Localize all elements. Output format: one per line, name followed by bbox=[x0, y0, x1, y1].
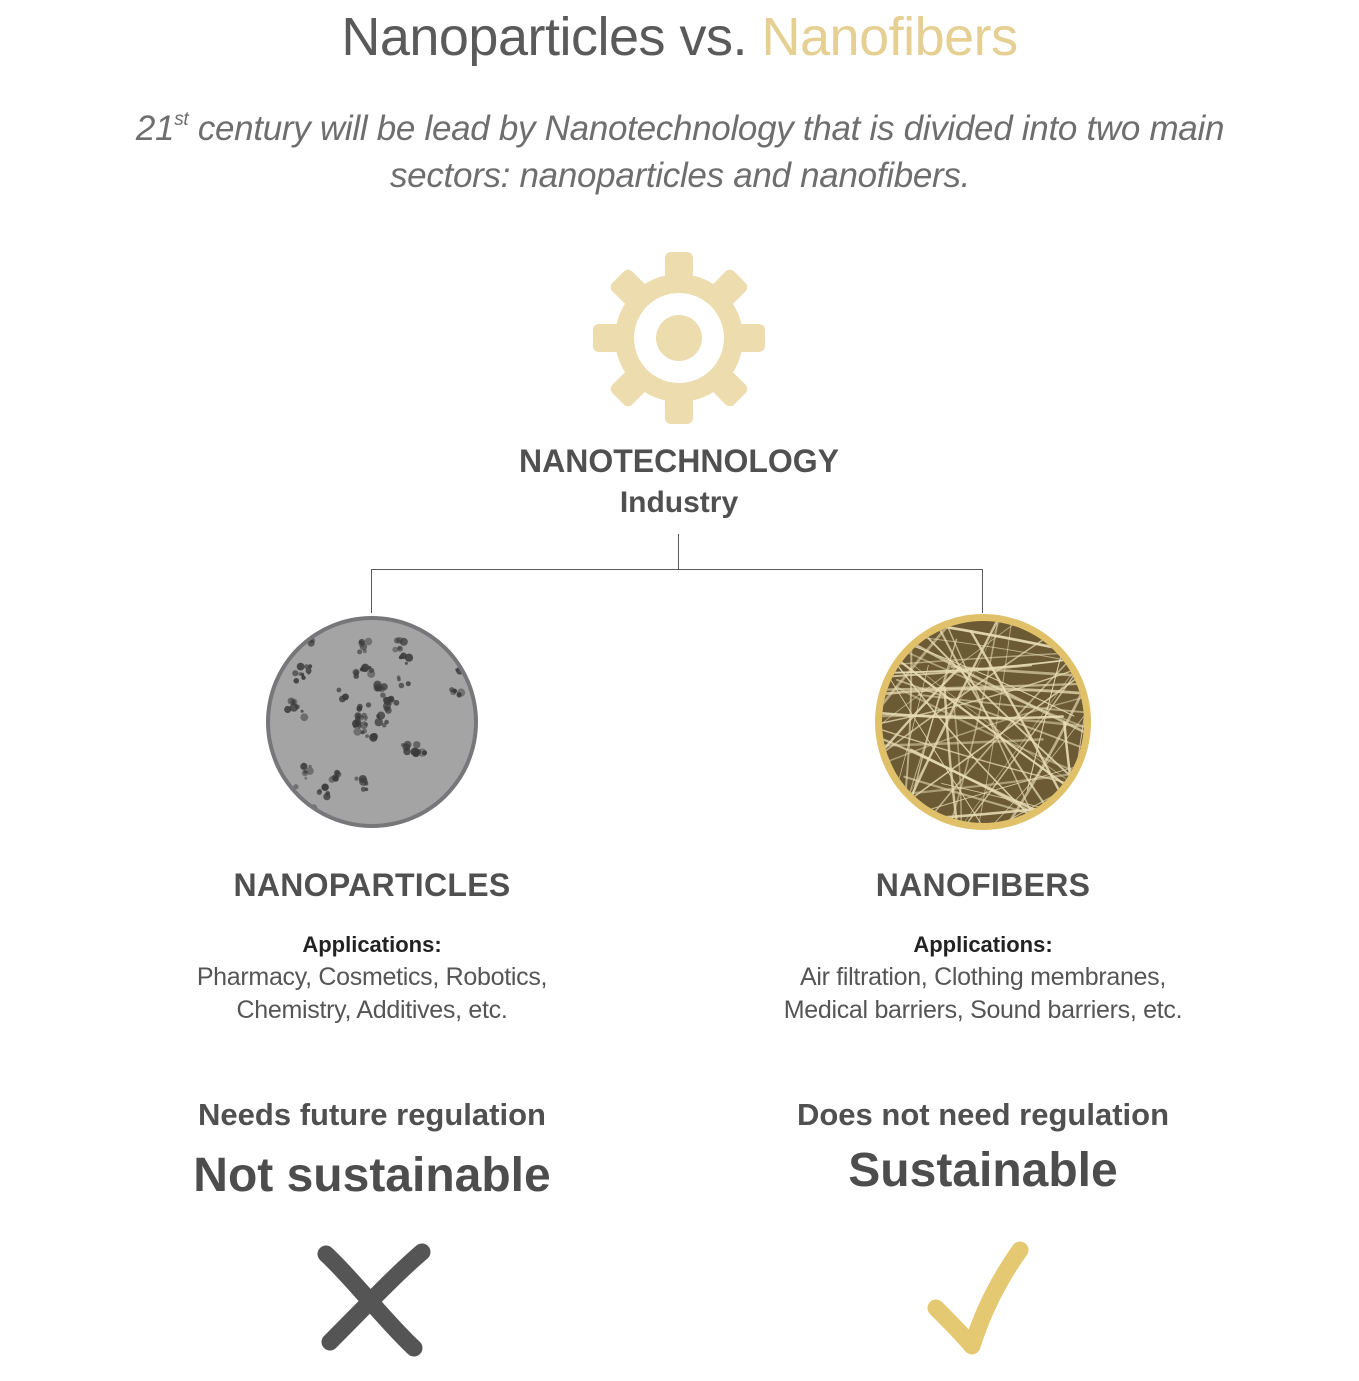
particle-dot bbox=[384, 706, 390, 712]
particle-dot bbox=[356, 713, 360, 717]
particle-dot bbox=[288, 801, 296, 809]
particle-dot bbox=[380, 693, 385, 698]
nanofibers-title: NANOFIBERS bbox=[875, 867, 1091, 903]
gear-icon bbox=[589, 248, 769, 428]
particle-dot bbox=[357, 704, 363, 710]
particle-dot bbox=[411, 748, 419, 756]
particle-dot bbox=[307, 672, 310, 675]
particle-dot bbox=[405, 662, 408, 665]
particle-dot bbox=[361, 787, 366, 792]
particle-dot bbox=[365, 734, 369, 738]
particle-dot bbox=[399, 683, 405, 689]
particle-dot bbox=[400, 638, 408, 646]
cross-icon bbox=[314, 1240, 436, 1358]
particle-dot bbox=[447, 806, 453, 812]
particle-dot bbox=[361, 713, 367, 719]
particle-dot bbox=[354, 674, 359, 679]
nanofibers-regulation: Does not need regulation bbox=[796, 1097, 1170, 1132]
particle-dot bbox=[367, 670, 375, 678]
nanoparticles-applications-line1: Pharmacy, Cosmetics, Robotics, bbox=[196, 963, 548, 991]
particle-dot bbox=[339, 696, 346, 703]
subtitle-line2: sectors: nanoparticles and nanofibers. bbox=[389, 156, 971, 195]
subtitle-sup: st bbox=[174, 109, 189, 130]
particle-dot bbox=[366, 702, 371, 707]
particle-dot bbox=[304, 770, 308, 774]
particle-dot bbox=[291, 800, 299, 808]
particle-dot bbox=[384, 720, 389, 725]
particle-dot bbox=[309, 813, 312, 816]
particle-dot bbox=[375, 718, 383, 726]
tree-drop-right bbox=[982, 569, 983, 613]
title-part-1: Nanoparticles vs. bbox=[341, 7, 762, 67]
particle-dot bbox=[445, 804, 450, 809]
particle-dot bbox=[301, 710, 304, 713]
particle-dot bbox=[451, 808, 457, 814]
subtitle-line1: century will be lead by Nanotechnology that is divided into two main bbox=[188, 109, 1225, 148]
nanoparticles-applications-label: Applications: bbox=[302, 932, 442, 957]
tree-branch bbox=[371, 569, 983, 570]
particle-dot bbox=[359, 639, 365, 645]
particle-dot bbox=[306, 813, 310, 817]
nanofibers-image bbox=[873, 612, 1093, 832]
title-part-2: Nanofibers bbox=[761, 7, 1018, 67]
particle-dot bbox=[318, 789, 322, 793]
particle-dot bbox=[450, 801, 456, 807]
nanofibers-applications-line1: Air filtration, Clothing membranes, bbox=[799, 963, 1167, 991]
tree-stem bbox=[678, 534, 679, 570]
particle-dot bbox=[365, 638, 373, 646]
particle-dot bbox=[418, 748, 426, 756]
particle-dot bbox=[363, 649, 367, 653]
particle-dot bbox=[404, 741, 412, 749]
particle-dot bbox=[406, 681, 411, 686]
nanoparticles-regulation: Needs future regulation bbox=[198, 1097, 546, 1132]
particle-dot bbox=[394, 700, 400, 706]
particle-dot bbox=[298, 672, 302, 676]
nanoparticles-title: NANOPARTICLES bbox=[233, 867, 511, 903]
nanofibers-applications-label: Applications: bbox=[913, 932, 1053, 957]
particle-dot bbox=[288, 793, 295, 800]
particle-dot bbox=[360, 668, 364, 672]
particle-dot bbox=[454, 807, 460, 813]
particle-dot bbox=[329, 776, 336, 783]
particle-dot bbox=[364, 723, 368, 727]
particle-dot bbox=[450, 810, 455, 815]
particle-dot bbox=[337, 688, 342, 693]
nanofibers-applications-line2: Medical barriers, Sound barriers, etc. bbox=[783, 996, 1183, 1024]
particle-dot bbox=[300, 713, 308, 721]
nanoparticles-sustainability: Not sustainable bbox=[193, 1149, 551, 1202]
nanoparticles-image bbox=[262, 612, 482, 832]
particle-dot bbox=[413, 741, 420, 748]
particle-dot bbox=[397, 646, 403, 652]
particle-dot bbox=[294, 678, 300, 684]
particle-dot bbox=[457, 689, 465, 697]
particle-dot bbox=[357, 649, 362, 654]
particle-dot bbox=[373, 684, 381, 692]
page-title bbox=[0, 6, 1359, 68]
particle-dot bbox=[304, 777, 307, 780]
particle-dot bbox=[449, 687, 454, 692]
industry-label: Industry bbox=[619, 486, 739, 519]
particle-dot bbox=[323, 793, 330, 800]
subtitle bbox=[130, 96, 1230, 199]
particle-dot bbox=[292, 670, 298, 676]
particle-dot bbox=[455, 668, 458, 671]
particle-dot bbox=[405, 654, 413, 662]
subtitle-prefix: 21 bbox=[135, 109, 175, 148]
particle-dot bbox=[403, 748, 410, 755]
particle-dot bbox=[289, 794, 297, 802]
particle-dot bbox=[371, 733, 378, 740]
checkmark-icon bbox=[922, 1238, 1034, 1358]
particle-dot bbox=[304, 664, 309, 669]
nanoparticles-applications-line2: Chemistry, Additives, etc. bbox=[236, 996, 508, 1024]
particle-dot bbox=[359, 775, 367, 783]
particle-dot bbox=[309, 765, 312, 768]
particle-dot bbox=[397, 678, 401, 682]
particle-dot bbox=[297, 663, 305, 671]
tree-drop-left bbox=[371, 569, 372, 613]
nanotechnology-label: NANOTECHNOLOGY bbox=[519, 443, 839, 479]
nanofibers-sustainability: Sustainable bbox=[848, 1144, 1118, 1197]
particle-dot bbox=[321, 784, 328, 791]
particle-dot bbox=[300, 763, 307, 770]
particle-dot bbox=[389, 697, 393, 701]
particle-dot bbox=[335, 775, 338, 778]
particle-dot bbox=[353, 728, 361, 736]
particle-dot bbox=[290, 699, 297, 706]
particle-dot bbox=[455, 804, 459, 808]
particle-dot bbox=[354, 777, 358, 781]
